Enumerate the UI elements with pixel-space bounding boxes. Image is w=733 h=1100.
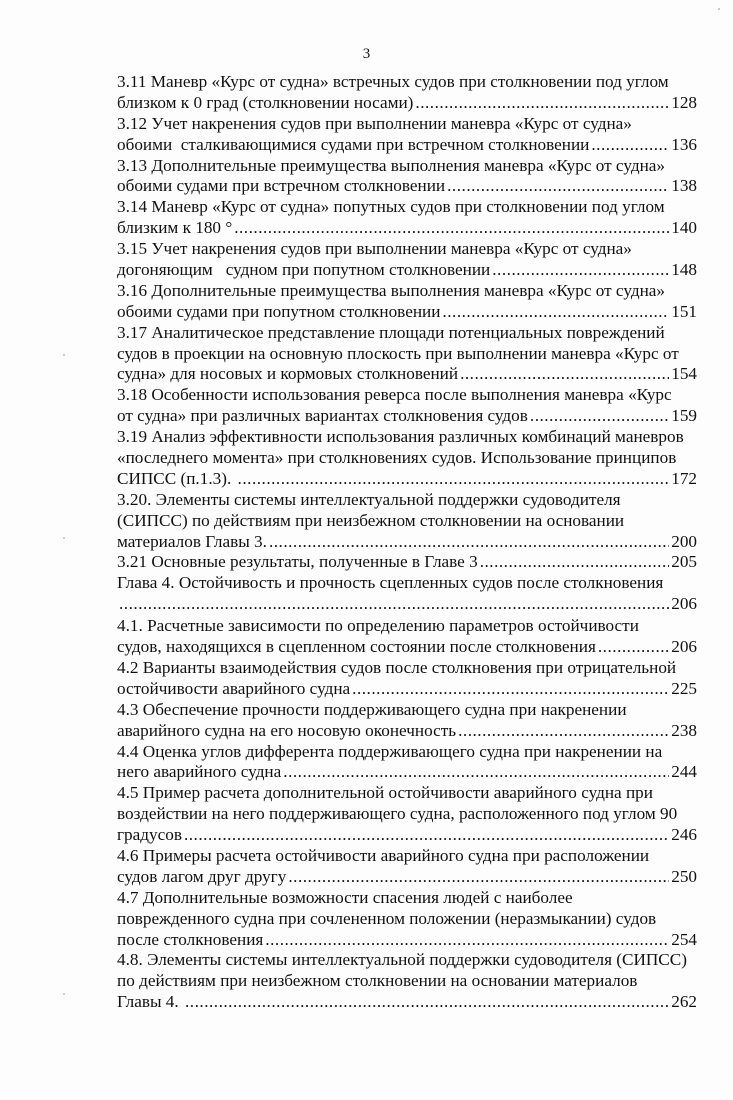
toc-leader-dots	[234, 218, 669, 239]
toc-entry-last-line	[117, 721, 697, 742]
toc-entry-text-line: 3.11 Маневр «Курс от судна» встречных судов при столкновении под углом	[117, 72, 669, 91]
toc-entry-title-end: Главы 4.	[117, 992, 183, 1012]
toc-entry-text-line: судов в проекции на основную плоскость при выполнении маневра «Курс от	[117, 343, 679, 363]
toc-entry-last-line	[117, 176, 697, 197]
toc-entry-last-line	[117, 867, 697, 888]
toc-page-number: 244	[671, 762, 697, 782]
toc-entry	[117, 427, 697, 490]
toc-entry-title-end: 3.21 Основные результаты, полученные в Главе 3	[117, 552, 478, 572]
toc-leader-dots	[492, 260, 669, 281]
toc-entry-text-line: поврежденного судна при сочлененном положении (неразмыкании) судов	[117, 908, 657, 928]
toc-entry-title-end: обоими судами при встречном столкновении	[117, 176, 446, 196]
toc-leader-dots	[185, 992, 669, 1013]
toc-entry-text-line: Глава 4. Остойчивость и прочность сцепленных судов после столкновения	[117, 573, 664, 593]
toc-entry-text-line: (СИПСС) по действиям при неизбежном столкновении на основании	[117, 510, 625, 530]
toc-entry-last-line	[117, 93, 697, 114]
toc-page-number: 140	[671, 218, 697, 238]
scan-speck	[63, 354, 65, 356]
toc-page-number: 136	[671, 134, 697, 154]
toc-leader-dots	[288, 867, 669, 888]
toc-entry-title-end: судна» для носовых и кормовых столкновений	[117, 364, 459, 384]
toc-leader-dots	[119, 594, 669, 615]
toc-entry-last-line	[117, 992, 697, 1013]
toc-entry-last-line	[117, 260, 697, 281]
toc-entry	[117, 846, 697, 888]
toc-entry	[117, 385, 697, 427]
toc-leader-dots	[269, 532, 669, 553]
toc-leader-dots	[415, 93, 669, 114]
toc-entry-title-end: СИПСС (п.1.3).	[117, 468, 236, 488]
toc-entry	[117, 156, 697, 198]
toc-page-number: 206	[671, 637, 697, 657]
toc-page-number: 206	[671, 594, 697, 614]
toc-entry-title-end: остойчивости аварийного судна	[117, 678, 351, 698]
toc-page-number: 205	[671, 552, 697, 572]
toc-entry	[117, 616, 697, 658]
toc-entry-last-line	[117, 637, 697, 658]
toc-page-number: 172	[671, 468, 697, 488]
toc-page-number: 238	[671, 720, 697, 740]
toc-entry-last-line	[117, 762, 697, 783]
toc-entry	[117, 742, 697, 784]
scan-speck	[63, 993, 65, 995]
toc-entry-title-end: обоими сталкивающимися судами при встречном столкновении	[117, 134, 590, 154]
toc-entry-last-line	[117, 552, 697, 573]
toc-entry-title-end: него аварийного судна	[117, 762, 282, 782]
toc-entry-text-line: 3.20. Элементы системы интеллектуальной поддержки судоводителя	[117, 489, 621, 509]
toc-entry	[117, 658, 697, 700]
toc-entry-last-line	[117, 825, 697, 846]
toc-entry-title-end: после столкновения	[117, 929, 264, 949]
toc-page-number: 154	[671, 364, 697, 384]
toc-entry-text-line: по действиям при неизбежном столкновении на основании материалов	[117, 971, 638, 991]
toc-entry-title-end: близком к 0 град (столкновении носами)	[117, 92, 414, 112]
toc-leader-dots	[352, 679, 669, 700]
toc-entry-text-line: 4.1. Расчетные зависимости по определению параметров остойчивости	[117, 616, 639, 636]
toc-entry-last-line	[117, 469, 697, 490]
toc-entry-title-end: судов, находящихся в сцепленном состоянии после столкновения	[117, 637, 596, 657]
toc-page-number: 200	[671, 531, 697, 551]
toc-leader-dots	[598, 637, 669, 658]
toc-leader-dots	[458, 721, 669, 742]
toc-entry-text-line: воздействии на него поддерживающего судна, расположенного под углом 90	[117, 804, 678, 824]
toc-entry	[117, 552, 697, 573]
toc-entry	[117, 573, 697, 615]
toc-entry-title-end: судов лагом друг другу	[117, 866, 287, 886]
toc-leader-dots	[283, 762, 669, 783]
toc-page-number: 138	[671, 176, 697, 196]
toc-page-number: 250	[671, 866, 697, 886]
toc-entry-text-line: 4.5 Пример расчета дополнительной остойчивости аварийного судна при	[117, 783, 653, 803]
toc-entry	[117, 114, 697, 156]
toc-leader-dots	[442, 302, 669, 323]
toc-entry	[117, 490, 697, 553]
toc-page-number: 128	[671, 92, 697, 112]
toc-entry-text-line: 4.3 Обеспечение прочности поддерживающего судна при накренении	[117, 699, 627, 719]
toc-entry-text-line: 4.8. Элементы системы интеллектуальной поддержки судоводителя (СИПСС)	[117, 950, 687, 970]
scan-speck	[718, 8, 720, 10]
toc-entry-text-line: 4.6 Примеры расчета остойчивости аварийного судна при расположении	[117, 845, 650, 865]
toc-leader-dots	[184, 825, 669, 846]
toc-entry-text-line: 3.18 Особенности использования реверса после выполнения маневра «Курс	[117, 385, 672, 405]
toc-leader-dots	[530, 406, 669, 427]
toc-entry-title-end: от судна» при различных вариантах столкновения судов	[117, 406, 528, 426]
toc-entry	[117, 950, 697, 1013]
toc-page-number: 225	[671, 678, 697, 698]
toc-leader-dots	[460, 364, 669, 385]
toc-entry-last-line	[117, 532, 697, 553]
toc-entry-last-line	[117, 364, 697, 385]
toc-entry-last-line	[117, 406, 697, 427]
toc-entry-last-line	[117, 135, 697, 156]
toc-entry-last-line	[117, 302, 697, 323]
toc-entry-text-line: 4.4 Оценка углов дифферента поддерживающего судна при накренении на	[117, 741, 663, 761]
toc-page-number: 148	[671, 260, 697, 280]
toc-page-number: 254	[671, 929, 697, 949]
toc-entry-title-end: материалов Главы 3.	[117, 531, 267, 551]
toc-entry-title-end: аварийного судна на его носовую оконечность	[117, 720, 457, 740]
toc-entry-title-end: близким к 180 °	[117, 218, 233, 238]
toc-entry-last-line	[117, 218, 697, 239]
toc-leader-dots	[447, 176, 669, 197]
toc-leader-dots	[238, 469, 670, 490]
toc-entry-last-line	[117, 594, 697, 615]
toc-page-number: 262	[671, 992, 697, 1012]
toc-entry-text-line: 3.13 Дополнительные преимущества выполнения маневра «Курс от судна»	[117, 155, 666, 175]
toc-entry	[117, 700, 697, 742]
scan-speck	[63, 537, 65, 539]
toc-entry-last-line	[117, 930, 697, 951]
toc-entry-text-line: 3.14 Маневр «Курс от судна» попутных судов при столкновении под углом	[117, 197, 665, 217]
toc-entry-title-end: обоими судами при попутном столкновении	[117, 301, 441, 321]
toc-entry-text-line: «последнего момента» при столкновениях судов. Использование принципов	[117, 448, 677, 468]
toc-entry-last-line	[117, 679, 697, 700]
toc-entry	[117, 888, 697, 951]
toc-leader-dots	[265, 930, 669, 951]
toc-entry	[117, 281, 697, 323]
toc-entry	[117, 239, 697, 281]
toc-entry-title-end: догоняющим судном при попутном столкновении	[117, 260, 491, 280]
toc-entry	[117, 323, 697, 386]
toc-entry-text-line: 3.19 Анализ эффективности использования различных комбинаций маневров	[117, 427, 684, 447]
toc-entry-text-line: 4.2 Варианты взаимодействия судов после столкновения при отрицательной	[117, 657, 677, 677]
toc-page-number: 159	[671, 406, 697, 426]
toc-entry-text-line: 3.15 Учет накренения судов при выполнении маневра «Курс от судна»	[117, 239, 632, 259]
page-number: 3	[362, 46, 371, 62]
toc-entry-text-line: 4.7 Дополнительные возможности спасения людей с наиболее	[117, 887, 573, 907]
toc-entry	[117, 72, 697, 114]
toc-entry-text-line: 3.17 Аналитическое представление площади потенциальных повреждений	[117, 322, 665, 342]
toc-page-number: 246	[671, 825, 697, 845]
toc-entry-title-end: градусов	[117, 825, 182, 845]
toc-entry	[117, 197, 697, 239]
toc-leader-dots	[480, 552, 670, 573]
toc-entry-text-line: 3.16 Дополнительные преимущества выполнения маневра «Курс от судна»	[117, 280, 666, 300]
table-of-contents	[117, 72, 697, 1013]
toc-entry	[117, 783, 697, 846]
toc-page-number: 151	[671, 301, 697, 321]
toc-entry-text-line: 3.12 Учет накренения судов при выполнении маневра «Курс от судна»	[117, 113, 632, 133]
toc-leader-dots	[591, 135, 669, 156]
